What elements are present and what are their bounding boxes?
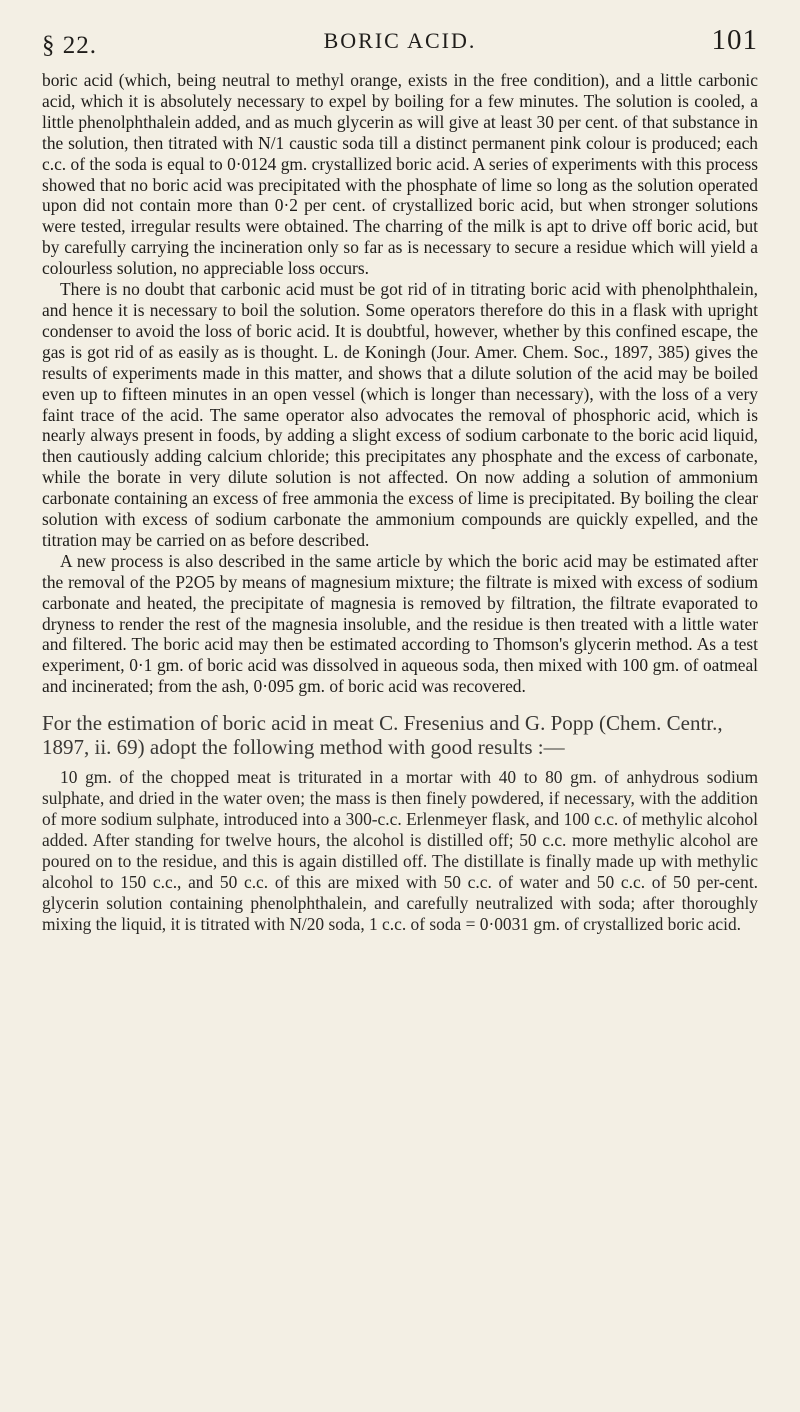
page-number: 101 [711,24,758,56]
paragraph-2: There is no doubt that carbonic acid must be got rid of in titrating boric acid with phenolphthalein, and hence it is necessary to boil the solution. Some operators therefore do this in a flask with upright condenser to avoid the loss of boric acid. It is doubtful, however, whether by this confined escape, the gas is got rid of as easily as is thought. L. de Koningh (Jour. Amer. Chem. Soc., 1897, 385) gives the results of experiments made in this matter, and shows that a dilute solution of the acid may be boiled even up to fifteen minutes in an open vessel (which is longer than necessary), with the loss of a very faint trace of the acid. The same operator also advocates the removal of phosphoric acid, which is nearly always present in foods, by adding a slight excess of sodium carbonate to the boric acid liquid, then cautiously adding calcium chloride; this precipitates any phosphate and the excess of carbonate, while the borate in very dilute solution is not affected. On now adding a solution of ammonium carbonate containing an excess of free ammonia the excess of lime is precipitated. By boiling the clear solution with excess of sodium carbonate the ammonium compounds are quickly expelled, and the titration may be carried on as before described. [42,279,758,550]
paragraph-1: boric acid (which, being neutral to methyl orange, exists in the free condition), and a little carbonic acid, which it is absolutely necessary to expel by boiling for a few minutes. The solution is cooled, a little phenolphthalein added, and as much glycerin as will give at least 30 per cent. of that substance in the solution, then titrated with N/1 caustic soda till a distinct permanent pink colour is produced; each c.c. of the soda is equal to 0·0124 gm. crystallized boric acid. A series of experiments with this process showed that no boric acid was precipitated with the phosphate of lime so long as the solution operated upon did not contain more than 0·2 per cent. of crystallized boric acid, but when stronger solutions were tested, irregular results were obtained. The charring of the milk is apt to drive off boric acid, but by carefully carrying the incineration only so far as is necessary to secure a residue which will yield a colourless solution, no appreciable loss occurs. [42,70,758,279]
running-title: BORIC ACID. [323,28,477,53]
body-text [42,70,758,697]
method-description [42,767,758,935]
paragraph-3: A new process is also described in the same article by which the boric acid may be estimated after the removal of the P2O5 by means of magnesium mixture; the filtrate is mixed with excess of sodium carbonate and heated, the precipitate of magnesia is removed by filtration, the filtrate evaporated to dryness to render the rest of the magnesia insoluble, and the residue is then treated with a little water and filtered. The boric acid may then be estimated according to Thomson's glycerin method. As a test experiment, 0·1 gm. of boric acid was dissolved in aqueous soda, then mixed with 100 gm. of oatmeal and incinerated; from the ash, 0·095 gm. of boric acid was recovered. [42,550,758,697]
book-page [42,18,758,935]
running-header [42,18,758,66]
section-number: § 22. [42,32,97,59]
method-introduction: For the estimation of boric acid in meat C. Fresenius and G. Popp (Chem. Centr., 1897, ii. 69) adopt the following method with good results :— [42,711,723,760]
method-paragraph: 10 gm. of the chopped meat is triturated in a mortar with 40 to 80 gm. of anhydrous sodium sulphate, and dried in the water oven; the mass is then finely powdered, if necessary, with the addition of more sodium sulphate, introduced into a 300-c.c. Erlenmeyer flask, and 100 c.c. of methylic alcohol added. After standing for twelve hours, the alcohol is distilled off; 50 c.c. more methylic alcohol are poured on to the residue, and this is again distilled off. The distillate is finally made up with methylic alcohol to 150 c.c., and 50 c.c. of this are mixed with 50 c.c. of water and 50 c.c. of 50 per-cent. glycerin solution containing phenolphthalein, and carefully neutralized with soda; after thoroughly mixing the liquid, it is titrated with N/20 soda, 1 c.c. of soda = 0·0031 gm. of crystallized boric acid. [42,767,758,935]
